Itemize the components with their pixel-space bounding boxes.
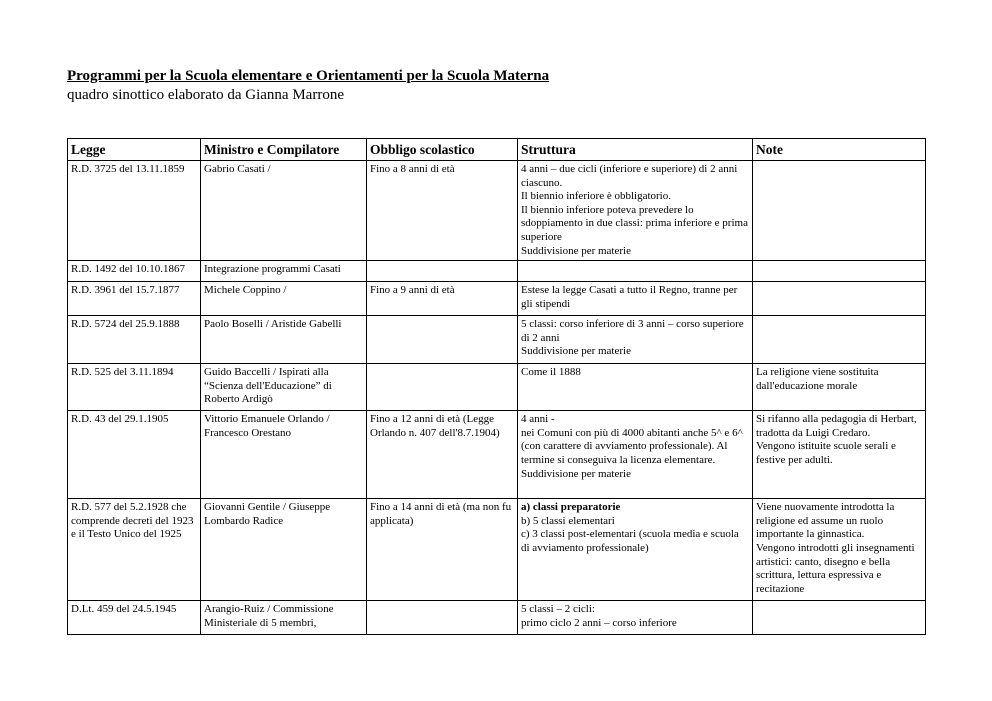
table-header-row (68, 139, 926, 161)
table-row (68, 161, 926, 261)
cell-struttura (518, 499, 753, 601)
cell-note (753, 161, 926, 261)
cell-struttura (518, 261, 753, 282)
cell-ministro: Arangio-Ruiz / Commissione Ministeriale di 5 membri, (201, 601, 367, 635)
cell-obbligo (367, 601, 518, 635)
cell-ministro: Giovanni Gentile / Giuseppe Lombardo Radice (201, 499, 367, 601)
cell-struttura: 4 anni - nei Comuni con più di 4000 abitanti anche 5^ e 6^ (con carattere di avviamento professionale). Al termine si conseguiva la licenza elementare. Suddivisione per materie (518, 411, 753, 499)
cell-struttura: Estese la legge Casati a tutto il Regno, tranne per gli stipendi (518, 282, 753, 316)
table-row (68, 411, 926, 499)
table-row (68, 499, 926, 601)
table-row (68, 364, 926, 411)
cell-ministro: Vittorio Emanuele Orlando / Francesco Orestano (201, 411, 367, 499)
column-header-ministro: Ministro e Compilatore (201, 139, 367, 161)
cell-note: Si rifanno alla pedagogia di Herbart, tradotta da Luigi Credaro. Vengono istituite scuole serali e festive per adulti. (753, 411, 926, 499)
cell-obbligo (367, 261, 518, 282)
cell-obbligo: Fino a 8 anni di età (367, 161, 518, 261)
cell-struttura: 5 classi – 2 cicli: primo ciclo 2 anni – corso inferiore (518, 601, 753, 635)
cell-legge: R.D. 1492 del 10.10.1867 (68, 261, 201, 282)
struttura-text: b) 5 classi elementari c) 3 classi post-elementari (scuola media e scuola di avviamento professionale) (521, 514, 739, 554)
cell-ministro: Integrazione programmi Casati (201, 261, 367, 282)
cell-legge: R.D. 525 del 3.11.1894 (68, 364, 201, 411)
cell-ministro: Michele Coppino / (201, 282, 367, 316)
cell-obbligo: Fino a 12 anni di età (Legge Orlando n. 407 dell'8.7.1904) (367, 411, 518, 499)
cell-struttura: Come il 1888 (518, 364, 753, 411)
cell-obbligo: Fino a 9 anni di età (367, 282, 518, 316)
cell-ministro: Paolo Boselli / Aristide Gabelli (201, 316, 367, 364)
cell-struttura: 5 classi: corso inferiore di 3 anni – corso superiore di 2 anni Suddivisione per materie (518, 316, 753, 364)
cell-legge: R.D. 5724 del 25.9.1888 (68, 316, 201, 364)
table-row (68, 261, 926, 282)
column-header-note: Note (753, 139, 926, 161)
cell-note (753, 316, 926, 364)
table-row (68, 601, 926, 635)
document-subtitle: quadro sinottico elaborato da Gianna Marrone (67, 87, 344, 103)
cell-note (753, 261, 926, 282)
cell-note (753, 601, 926, 635)
column-header-legge: Legge (68, 139, 201, 161)
cell-obbligo (367, 316, 518, 364)
cell-legge: R.D. 577 del 5.2.1928 che comprende decreti del 1923 e il Testo Unico del 1925 (68, 499, 201, 601)
table-row (68, 282, 926, 316)
column-header-struttura: Struttura (518, 139, 753, 161)
cell-obbligo: Fino a 14 anni di età (ma non fu applicata) (367, 499, 518, 601)
synoptic-table (67, 138, 926, 635)
cell-note: Viene nuovamente introdotta la religione ed assume un ruolo importante la ginnastica. Vengono introdotti gli insegnamenti artistici: canto, disegno e bella scrittura, lettura espressiva e recitazione (753, 499, 926, 601)
cell-note: La religione viene sostituita dall'educazione morale (753, 364, 926, 411)
table-row (68, 316, 926, 364)
cell-ministro: Gabrio Casati / (201, 161, 367, 261)
cell-legge: R.D. 43 del 29.1.1905 (68, 411, 201, 499)
cell-ministro: Guido Baccelli / Ispirati alla “Scienza dell'Educazione” di Roberto Ardigò (201, 364, 367, 411)
cell-legge: R.D. 3961 del 15.7.1877 (68, 282, 201, 316)
cell-legge: R.D. 3725 del 13.11.1859 (68, 161, 201, 261)
cell-struttura: 4 anni – due cicli (inferiore e superiore) di 2 anni ciascuno. Il biennio inferiore è obbligatorio. Il biennio inferiore poteva prevedere lo sdoppiamento in due classi: prima inferiore e prima superiore Suddivisione per materie (518, 161, 753, 261)
cell-note (753, 282, 926, 316)
column-header-obbligo: Obbligo scolastico (367, 139, 518, 161)
cell-legge: D.Lt. 459 del 24.5.1945 (68, 601, 201, 635)
cell-obbligo (367, 364, 518, 411)
document-title: Programmi per la Scuola elementare e Orientamenti per la Scuola Materna (67, 68, 550, 84)
struttura-heading: a) classi preparatorie (521, 501, 621, 514)
